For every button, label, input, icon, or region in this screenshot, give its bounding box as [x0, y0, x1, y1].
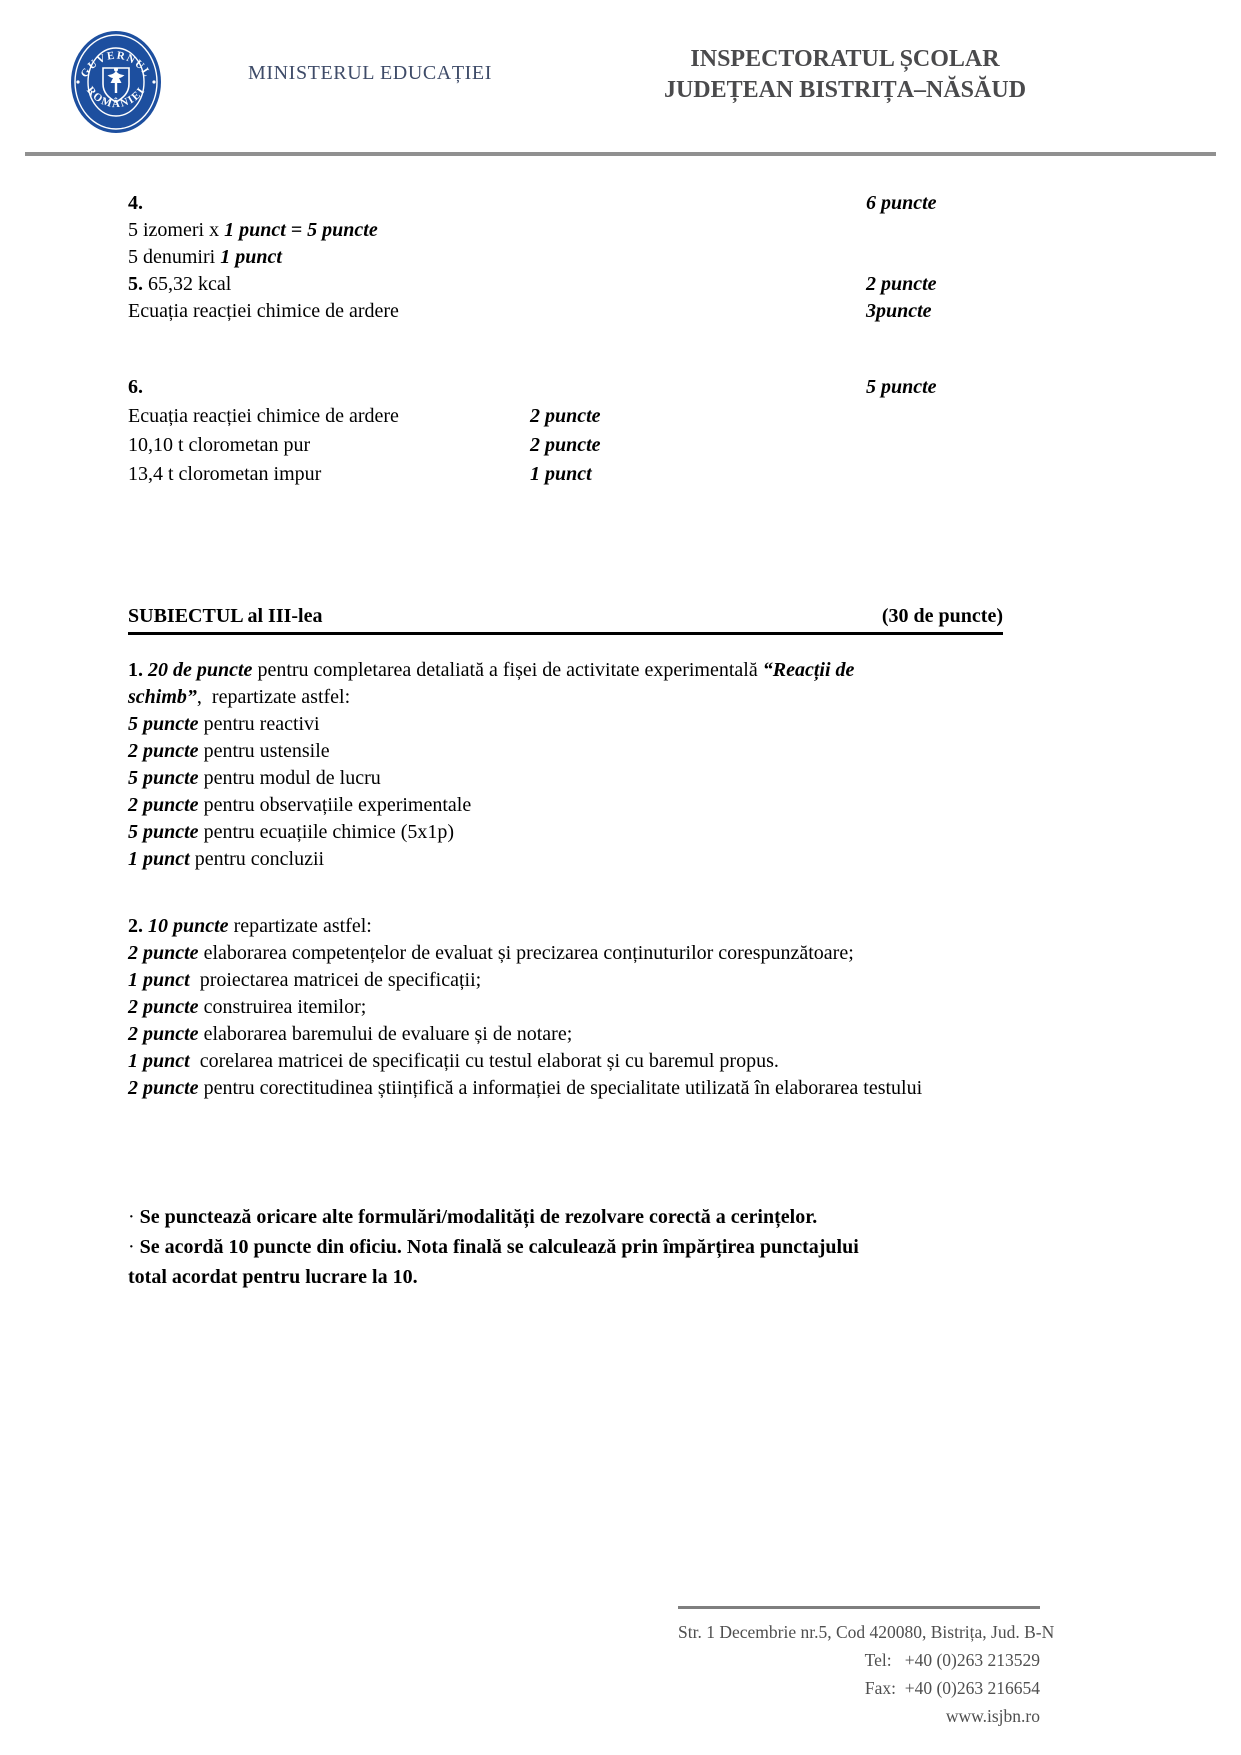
seal-bottom-text: ROMÂNIEI: [84, 84, 148, 111]
text-line: [128, 913, 1141, 940]
subject-heading-points: (30 de puncte): [881, 605, 1003, 627]
line-text: · Se punctează oricare alte formulări/modalități de rezolvare corectă a cerințelor.: [128, 1206, 818, 1228]
line-text: 5 denumiri 1 punct: [128, 246, 282, 268]
line-text: 5 puncte pentru reactivi: [128, 713, 320, 735]
seal-top-text: GUVERNUL: [78, 49, 154, 80]
line-text: Ecuația reacției chimice de ardere: [128, 405, 399, 427]
page-footer: [678, 1606, 1055, 1730]
text-line: [128, 657, 1141, 684]
text-line: [128, 217, 1141, 244]
line-text: 2 puncte construirea itemilor;: [128, 996, 367, 1018]
footer-website: www.isjbn.ro: [945, 1706, 1040, 1726]
text-line: [128, 1202, 1141, 1232]
text-line: [128, 940, 1141, 967]
ministry-title: MINISTERUL EDUCAȚIEI: [248, 62, 493, 84]
line-text: 1 punct pentru concluzii: [128, 848, 325, 870]
line-text: 5. 65,32 kcal: [128, 273, 232, 295]
subject-heading: [128, 605, 1003, 635]
footer-lines: [678, 1618, 1055, 1730]
line-text: 5 izomeri x 1 punct = 5 puncte: [128, 219, 378, 241]
line-text: 1 punct proiectarea matricei de specificații;: [128, 969, 482, 991]
line-text: 2 puncte pentru corectitudinea științifică a informației de specialitate utilizată în elaborarea testului: [128, 1077, 923, 1099]
points-value-mid: 2 puncte: [530, 434, 601, 456]
line-text: 4.: [128, 192, 143, 214]
points-value-right: 3puncte: [866, 300, 932, 322]
text-line: [128, 244, 1141, 271]
points-value-mid: 1 punct: [530, 463, 592, 485]
text-line: [128, 846, 1141, 873]
text-line: [128, 271, 1141, 298]
text-block: [128, 657, 1141, 873]
text-line: [128, 1232, 1141, 1262]
government-seal-graphic: [70, 30, 162, 134]
line-text: 1 punct corelarea matricei de specificații cu testul elaborat și cu baremul propus.: [128, 1050, 779, 1072]
line-text: 2 puncte elaborarea competențelor de evaluat și precizarea conținuturilor corespunzătoare;: [128, 942, 854, 964]
text-block: [128, 1202, 1141, 1292]
points-value-right: 6 puncte: [866, 192, 937, 214]
line-text: 2 puncte pentru observațiile experimentale: [128, 794, 472, 816]
line-text: Ecuația reacției chimice de ardere: [128, 300, 399, 322]
text-line: [128, 1075, 1141, 1102]
line-text: 1. 20 de puncte pentru completarea detaliată a fișei de activitate experimentală “Reacții de: [128, 659, 855, 681]
text-line: [128, 765, 1141, 792]
text-line: [128, 1262, 1141, 1292]
line-text: 10,10 t clorometan pur: [128, 434, 311, 456]
text-line: [128, 1021, 1141, 1048]
line-text: 6.: [128, 376, 143, 398]
line-text: 5 puncte pentru modul de lucru: [128, 767, 381, 789]
text-line: [128, 684, 1141, 711]
text-block: [128, 190, 1141, 325]
text-line: [128, 792, 1141, 819]
footer-fax: Fax: +40 (0)263 216654: [864, 1678, 1040, 1698]
text-line: [128, 1048, 1141, 1075]
line-text: 2. 10 puncte repartizate astfel:: [128, 915, 372, 937]
text-line: [128, 711, 1141, 738]
text-line: [128, 819, 1141, 846]
header-divider: [25, 152, 1216, 156]
points-value-right: 5 puncte: [866, 376, 937, 398]
text-line: [128, 994, 1141, 1021]
text-line: [128, 967, 1141, 994]
text-line: [128, 190, 1141, 217]
text-block: [128, 913, 1141, 1102]
line-text: 2 puncte elaborarea baremului de evaluare și de notare;: [128, 1023, 573, 1045]
inspectorate-title: [645, 44, 1045, 106]
line-text: total acordat pentru lucrare la 10.: [128, 1266, 418, 1288]
footer-address: Str. 1 Decembrie nr.5, Cod 420080, Bistrița, Jud. B-N: [678, 1622, 1055, 1642]
line-text: 2 puncte pentru ustensile: [128, 740, 330, 762]
text-line: [128, 738, 1141, 765]
government-seal-logo: [70, 30, 162, 134]
line-text: 5 puncte pentru ecuațiile chimice (5x1p): [128, 821, 455, 843]
points-value-mid: 2 puncte: [530, 405, 601, 427]
footer-tel: Tel: +40 (0)263 213529: [864, 1650, 1040, 1670]
inspectorate-title-line1: INSPECTORATUL ȘCOLAR: [690, 46, 1000, 72]
text-line: [128, 460, 1141, 489]
subject-heading-title: SUBIECTUL al III-lea: [128, 605, 323, 627]
text-line: [128, 298, 1141, 325]
line-text: · Se acordă 10 puncte din oficiu. Nota finală se calculează prin împărțirea punctajului: [128, 1236, 859, 1258]
text-line: [128, 373, 1141, 402]
line-text: 13,4 t clorometan impur: [128, 463, 322, 485]
points-value-right: 2 puncte: [866, 273, 937, 295]
inspectorate-title-line2: JUDEȚEAN BISTRIȚA–NĂSĂUD: [663, 77, 1027, 103]
document-body: [128, 190, 1141, 1292]
text-block: [128, 373, 1141, 489]
line-text: schimb”, repartizate astfel:: [128, 686, 351, 708]
footer-divider: [678, 1606, 1040, 1609]
text-line: [128, 402, 1141, 431]
text-line: [128, 431, 1141, 460]
